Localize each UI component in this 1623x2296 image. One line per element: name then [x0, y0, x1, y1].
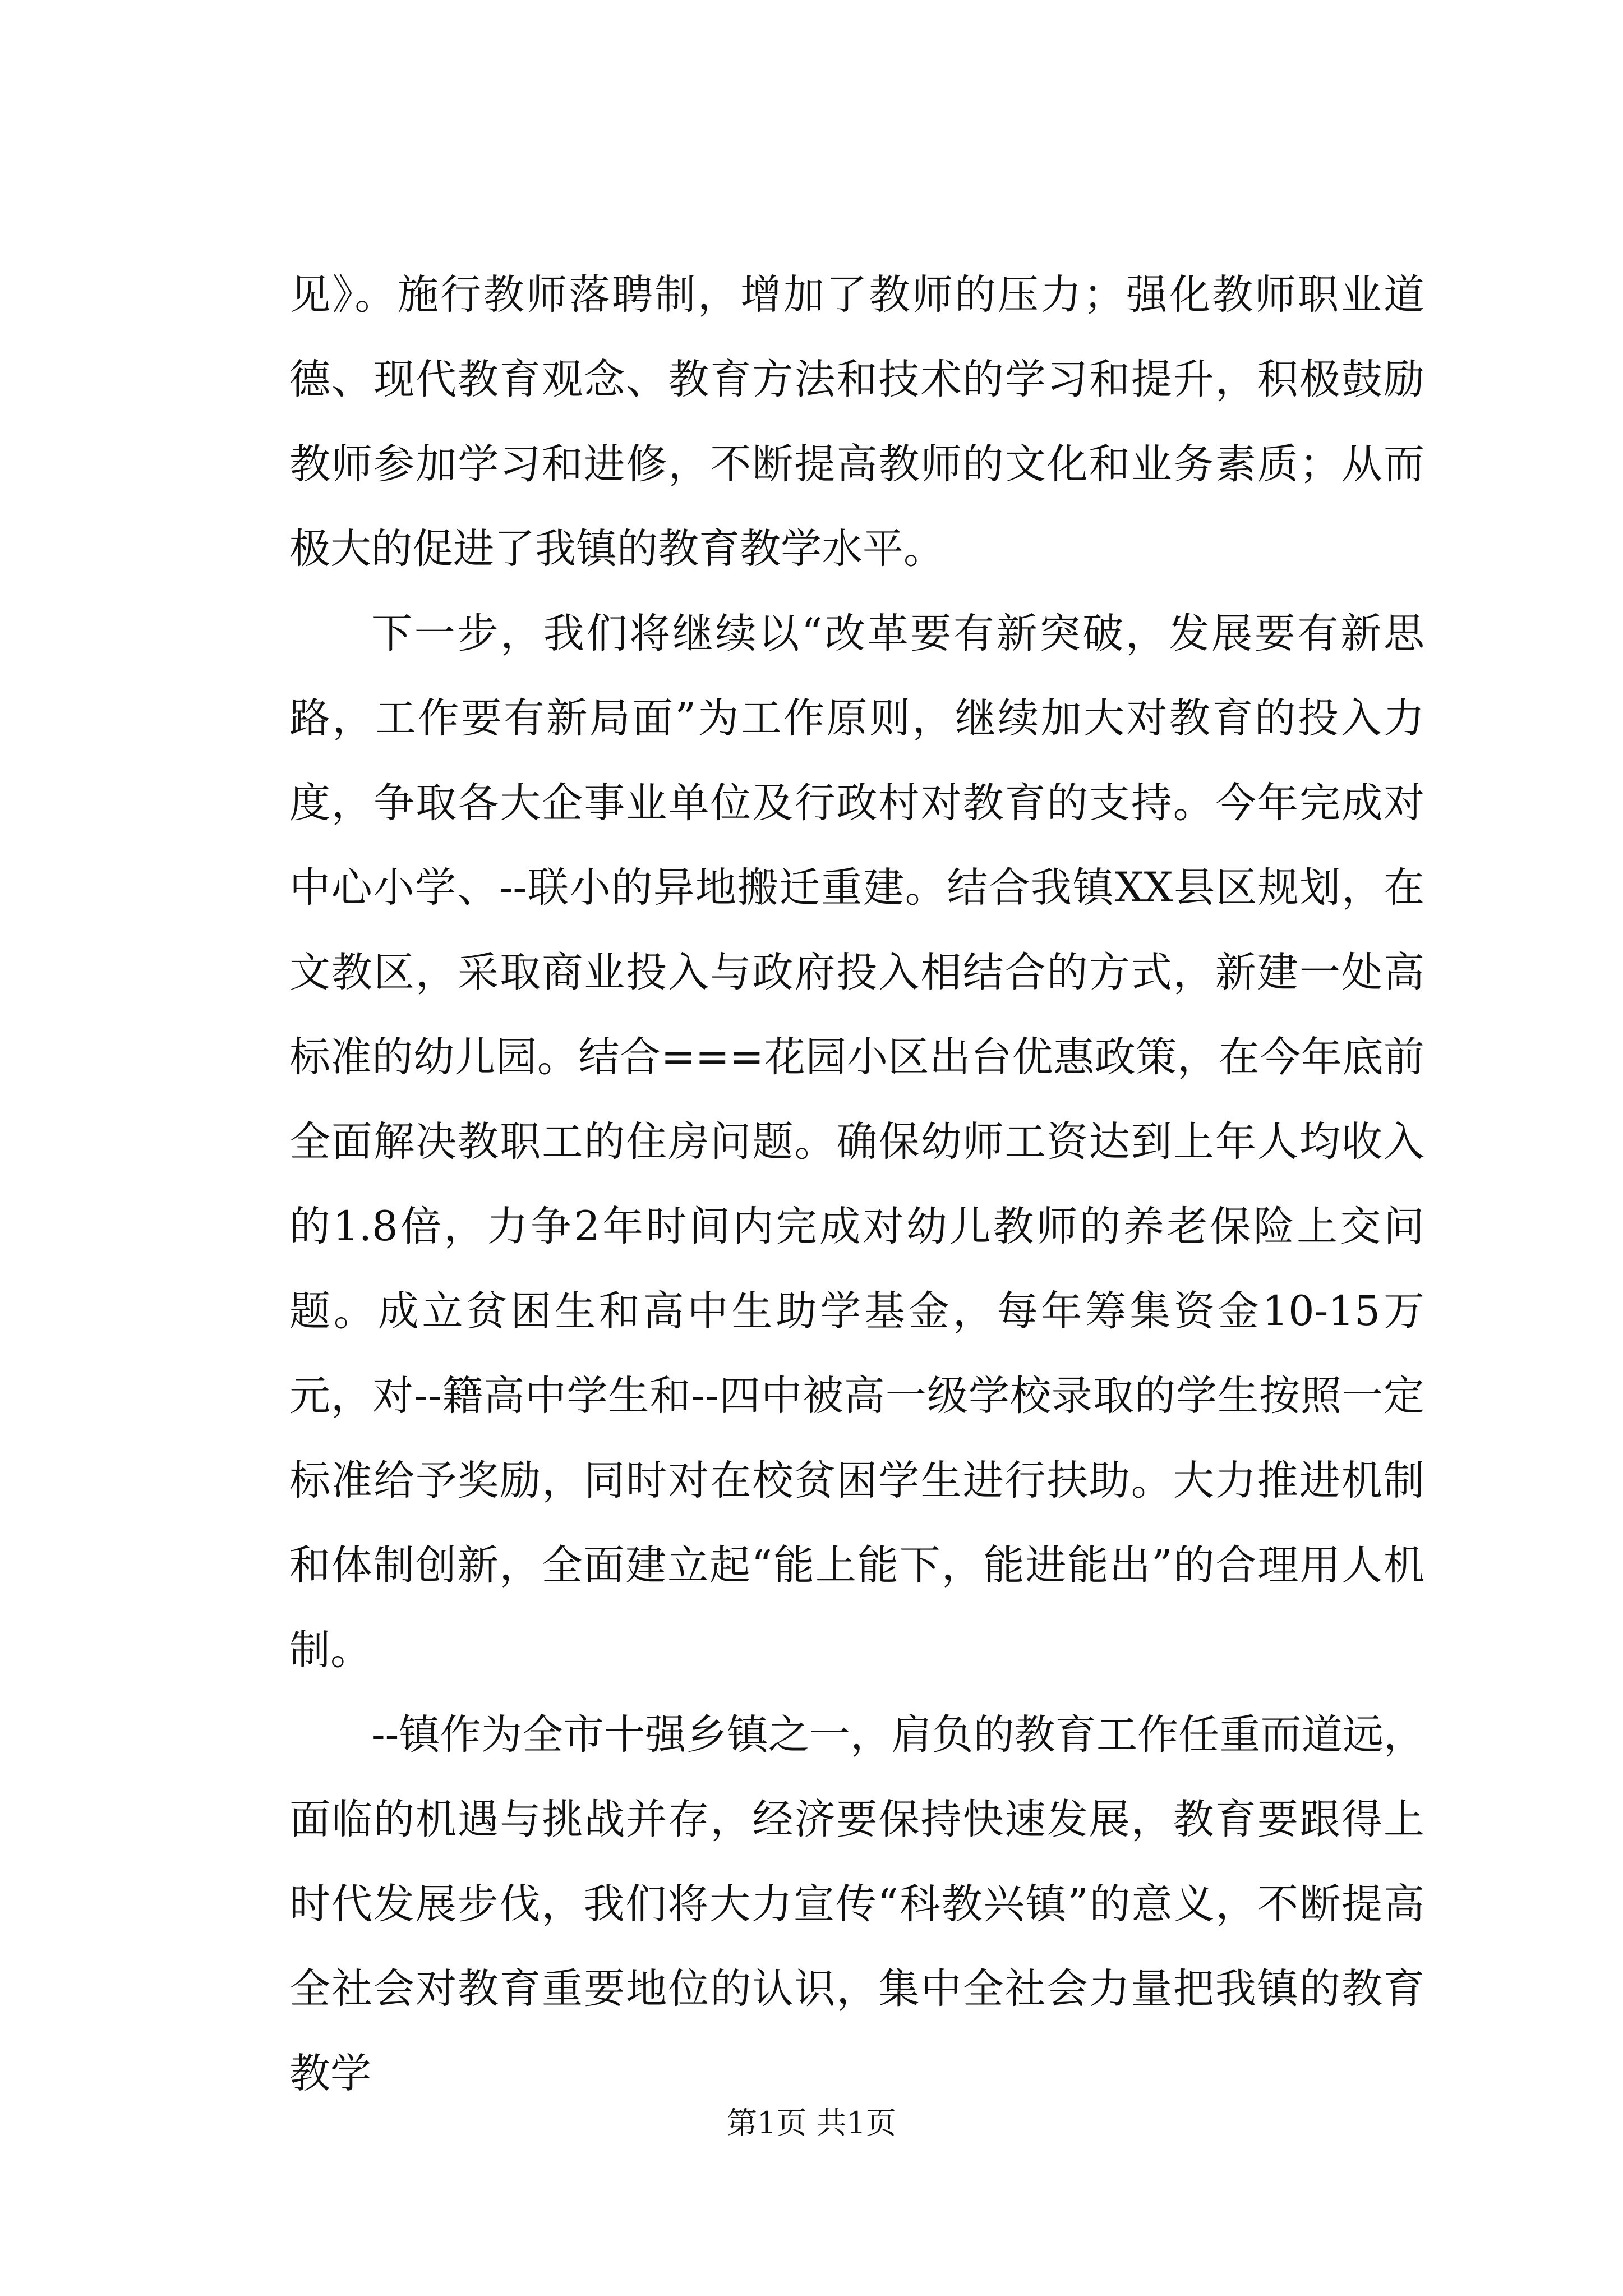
document-body	[289, 252, 1424, 2116]
paragraph-town-outlook: --镇作为全市十强乡镇之一，肩负的教育工作任重而道远，面临的机遇与挑战并存，经济要保持快速发展，教育要跟得上时代发展步伐，我们将大力宣传“科教兴镇”的意义，不断提高全社会对教育重要地位的认识，集中全社会力量把我镇的教育教学	[289, 1711, 1424, 2097]
paragraph-continuation: 见》。施行教师落聘制，增加了教师的压力；强化教师职业道德、现代教育观念、教育方法和技术的学习和提升，积极鼓励教师参加学习和进修，不断提高教师的文化和业务素质；从而极大的促进了我镇的教育教学水平。	[289, 271, 1424, 573]
page-footer: 第1页 共1页	[727, 2105, 896, 2141]
paragraph-next-steps: 下一步，我们将继续以“改革要有新突破，发展要有新思路，工作要有新局面”为工作原则，继续加大对教育的投入力度，争取各大企事业单位及行政村对教育的支持。今年完成对中心小学、--联小的异地搬迁重建。结合我镇XX县区规划，在文教区，采取商业投入与政府投入相结合的方式，新建一处高标准的幼儿园。结合===花园小区出台优惠政策，在今年底前全面解决教职工的住房问题。确保幼师工资达到上年人均收入的1.8倍，力争2年时间内完成对幼儿教师的养老保险上交问题。成立贫困生和高中生助学基金，每年筹集资金10-15万元，对--籍高中学生和--四中被高一级学校录取的学生按照一定标准给予奖励，同时对在校贫困学生进行扶助。大力推进机制和体制创新，全面建立起“能上能下，能进能出”的合理用人机制。	[289, 610, 1424, 1674]
